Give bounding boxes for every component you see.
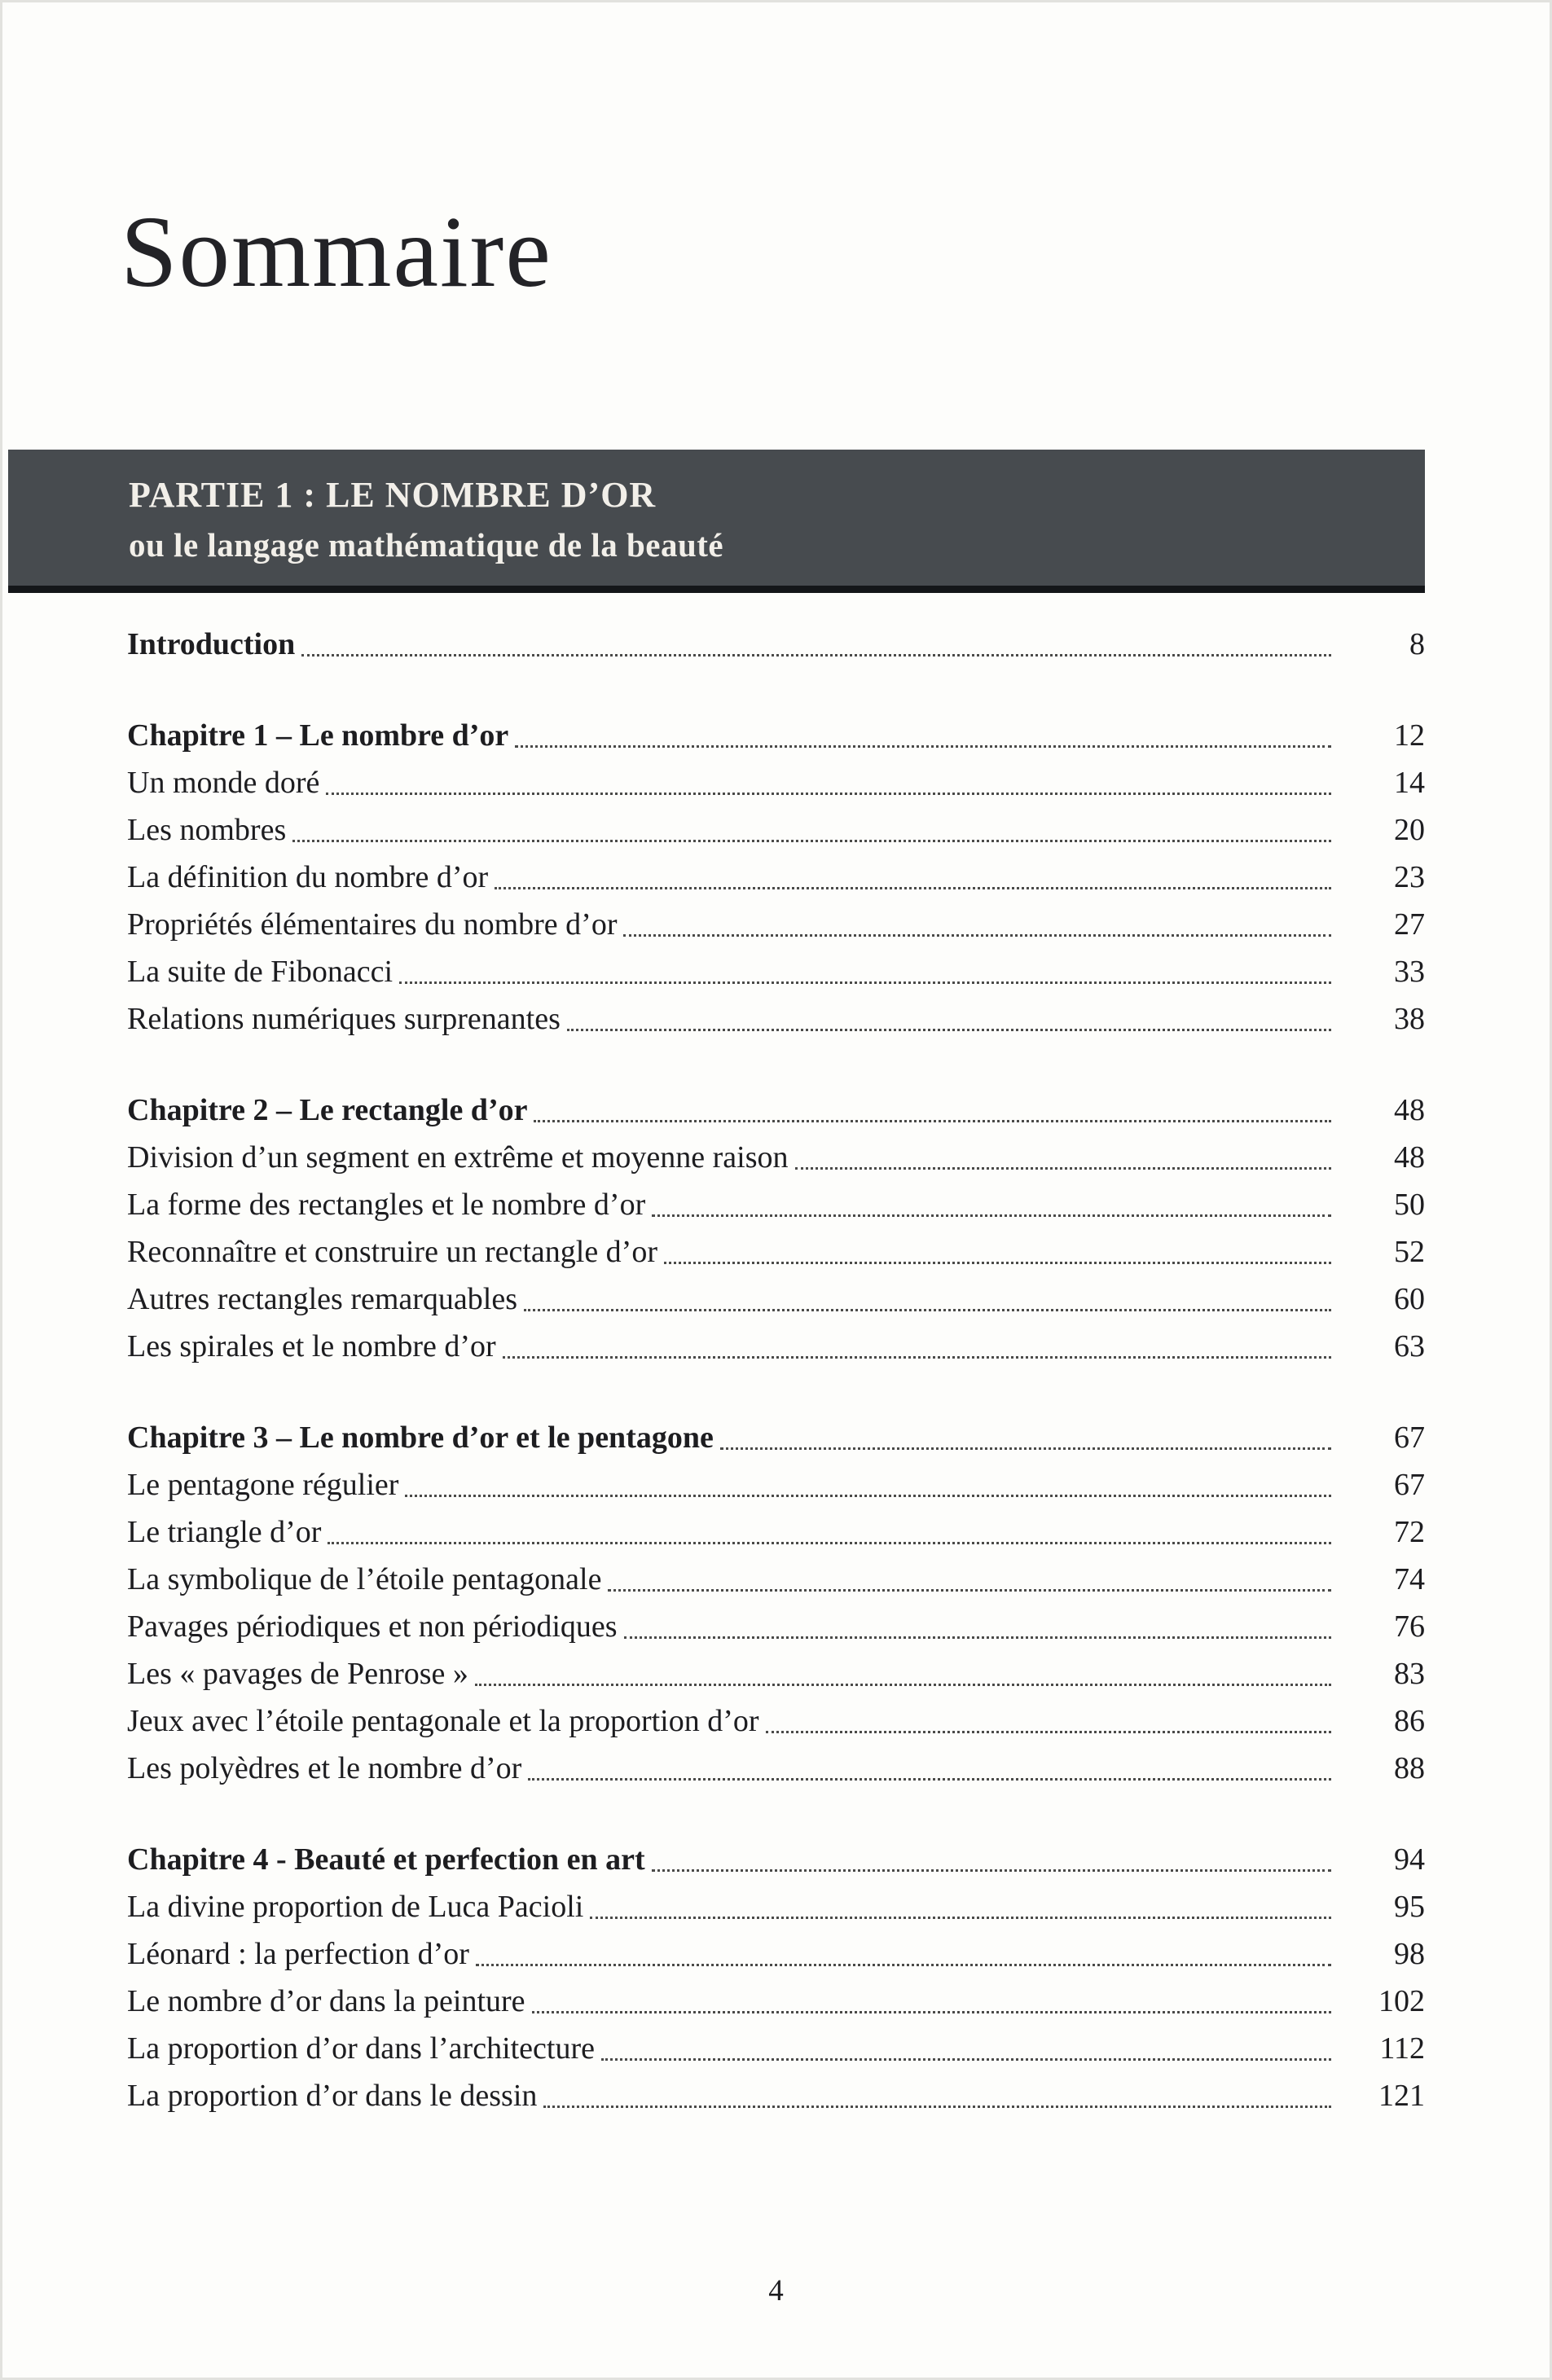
toc-entry-label: La proportion d’or dans le dessin: [127, 2079, 538, 2113]
toc-entry: [127, 1650, 1425, 1697]
toc-section: [127, 1836, 1425, 2119]
toc-entry-label: Division d’un segment en extrême et moyenne raison: [127, 1140, 789, 1175]
toc-entry: [127, 1134, 1425, 1181]
toc-entry-label: La forme des rectangles et le nombre d’or: [127, 1188, 646, 1222]
toc-entry-page-number: 52: [1394, 1235, 1425, 1269]
part-banner-title: PARTIE 1 : LE NOMBRE D’OR: [129, 475, 657, 515]
dot-leader: [766, 1731, 1331, 1733]
toc-entry-label: Léonard : la perfection d’or: [127, 1937, 469, 1971]
toc-entry-page-number: 48: [1394, 1140, 1425, 1175]
toc-entry-page-number: 67: [1394, 1421, 1425, 1455]
toc-entry-label: La symbolique de l’étoile pentagonale: [127, 1562, 602, 1596]
dot-leader: [624, 1636, 1331, 1639]
dot-leader: [475, 1684, 1331, 1686]
toc-section: [127, 1414, 1425, 1792]
toc-entry: [127, 1276, 1425, 1323]
toc-entry-label: Pavages périodiques et non périodiques: [127, 1609, 618, 1644]
toc-entry-page-number: 94: [1394, 1842, 1425, 1877]
toc-entry-page-number: 8: [1409, 627, 1425, 661]
dot-leader: [399, 981, 1331, 984]
dot-leader: [528, 1778, 1331, 1781]
toc-entry: [127, 1930, 1425, 1978]
toc-entry: [127, 1978, 1425, 2025]
toc-entry: [127, 854, 1425, 901]
toc-entry: [127, 2025, 1425, 2072]
dot-leader: [292, 840, 1331, 842]
toc-entry-label: Chapitre 1 – Le nombre d’or: [127, 718, 509, 753]
toc-entry-page-number: 50: [1394, 1188, 1425, 1222]
toc-entry-label: Jeux avec l’étoile pentagonale et la proportion d’or: [127, 1704, 759, 1738]
toc-entry-page-number: 83: [1394, 1657, 1425, 1691]
toc-entry: [127, 1883, 1425, 1930]
toc-entry-page-number: 74: [1394, 1562, 1425, 1596]
dot-leader: [301, 654, 1331, 656]
toc-entry: [127, 1087, 1425, 1134]
toc: [127, 621, 1425, 2163]
toc-entry: [127, 1745, 1425, 1792]
part-banner: [8, 450, 1425, 593]
toc-entry-page-number: 72: [1394, 1515, 1425, 1549]
toc-entry-label: Un monde doré: [127, 766, 320, 800]
toc-entry: [127, 712, 1425, 759]
toc-entry: [127, 1508, 1425, 1556]
toc-section: [127, 712, 1425, 1043]
toc-entry: [127, 1323, 1425, 1370]
toc-entry-page-number: 14: [1394, 766, 1425, 800]
toc-entry-page-number: 95: [1394, 1890, 1425, 1924]
toc-entry-page-number: 112: [1379, 2031, 1425, 2066]
toc-entry-page-number: 76: [1394, 1609, 1425, 1644]
toc-entry-page-number: 121: [1378, 2079, 1425, 2113]
dot-leader: [543, 2106, 1331, 2108]
toc-entry-label: Les nombres: [127, 813, 287, 847]
toc-entry-label: Le pentagone régulier: [127, 1468, 399, 1502]
dot-leader: [608, 1589, 1331, 1592]
toc-entry-page-number: 98: [1394, 1937, 1425, 1971]
dot-leader: [532, 2011, 1331, 2013]
toc-entry-label: Chapitre 2 – Le rectangle d’or: [127, 1093, 528, 1127]
toc-entry: [127, 901, 1425, 948]
toc-entry: [127, 759, 1425, 806]
toc-entry-label: Le nombre d’or dans la peinture: [127, 1984, 525, 2018]
dot-leader: [476, 1964, 1331, 1966]
toc-entry: [127, 995, 1425, 1043]
toc-entry-label: La suite de Fibonacci: [127, 955, 393, 989]
toc-entry-label: Relations numériques surprenantes: [127, 1002, 561, 1036]
dot-leader: [590, 1917, 1331, 1919]
toc-entry-page-number: 38: [1394, 1002, 1425, 1036]
toc-entry: [127, 621, 1425, 668]
toc-entry-label: Chapitre 4 - Beauté et perfection en art: [127, 1842, 645, 1877]
toc-entry-page-number: 63: [1394, 1329, 1425, 1363]
page-title: Sommaire: [121, 195, 552, 309]
dot-leader: [524, 1309, 1331, 1311]
dot-leader: [405, 1495, 1331, 1497]
toc-entry: [127, 1228, 1425, 1276]
toc-entry-label: La proportion d’or dans l’architecture: [127, 2031, 595, 2066]
toc-entry-label: Introduction: [127, 627, 296, 661]
toc-entry-page-number: 102: [1378, 1984, 1425, 2018]
toc-entry: [127, 948, 1425, 995]
toc-entry-label: La divine proportion de Luca Pacioli: [127, 1890, 584, 1924]
toc-entry-page-number: 48: [1394, 1093, 1425, 1127]
part-banner-subtitle: ou le langage mathématique de la beauté: [129, 526, 724, 564]
dot-leader: [652, 1869, 1331, 1872]
dot-leader: [601, 2058, 1331, 2061]
toc-entry: [127, 1461, 1425, 1508]
toc-section: [127, 1087, 1425, 1370]
dot-leader: [664, 1262, 1331, 1264]
toc-entry: [127, 806, 1425, 854]
toc-entry: [127, 1603, 1425, 1650]
toc-entry-page-number: 27: [1394, 907, 1425, 942]
toc-entry: [127, 1414, 1425, 1461]
toc-entry-page-number: 86: [1394, 1704, 1425, 1738]
toc-entry-page-number: 23: [1394, 860, 1425, 894]
dot-leader: [328, 1542, 1331, 1544]
dot-leader: [623, 934, 1331, 937]
dot-leader: [534, 1120, 1331, 1122]
toc-entry-page-number: 33: [1394, 955, 1425, 989]
toc-entry-label: Autres rectangles remarquables: [127, 1282, 518, 1316]
toc-entry-page-number: 60: [1394, 1282, 1425, 1316]
toc-entry-label: Reconnaître et construire un rectangle d’or: [127, 1235, 657, 1269]
toc-entry: [127, 2072, 1425, 2119]
toc-entry: [127, 1181, 1425, 1228]
dot-leader: [720, 1447, 1331, 1450]
dot-leader: [567, 1029, 1331, 1031]
toc-entry-label: La définition du nombre d’or: [127, 860, 489, 894]
toc-entry-label: Les polyèdres et le nombre d’or: [127, 1751, 522, 1785]
dot-leader: [652, 1214, 1331, 1217]
dot-leader: [495, 887, 1331, 889]
toc-entry: [127, 1556, 1425, 1603]
toc-entry-label: Propriétés élémentaires du nombre d’or: [127, 907, 618, 942]
dot-leader: [503, 1356, 1331, 1359]
toc-section: [127, 621, 1425, 668]
toc-entry-page-number: 88: [1394, 1751, 1425, 1785]
dot-leader: [515, 745, 1331, 748]
toc-entry-page-number: 12: [1394, 718, 1425, 753]
toc-entry-label: Les spirales et le nombre d’or: [127, 1329, 496, 1363]
dot-leader: [326, 793, 1331, 795]
toc-entry: [127, 1836, 1425, 1883]
folio-page-number: 4: [768, 2274, 784, 2308]
toc-entry-label: Les « pavages de Penrose »: [127, 1657, 468, 1691]
toc-entry: [127, 1697, 1425, 1745]
dot-leader: [795, 1167, 1331, 1170]
toc-entry-label: Le triangle d’or: [127, 1515, 322, 1549]
toc-entry-page-number: 67: [1394, 1468, 1425, 1502]
toc-entry-label: Chapitre 3 – Le nombre d’or et le pentagone: [127, 1421, 714, 1455]
toc-entry-page-number: 20: [1394, 813, 1425, 847]
